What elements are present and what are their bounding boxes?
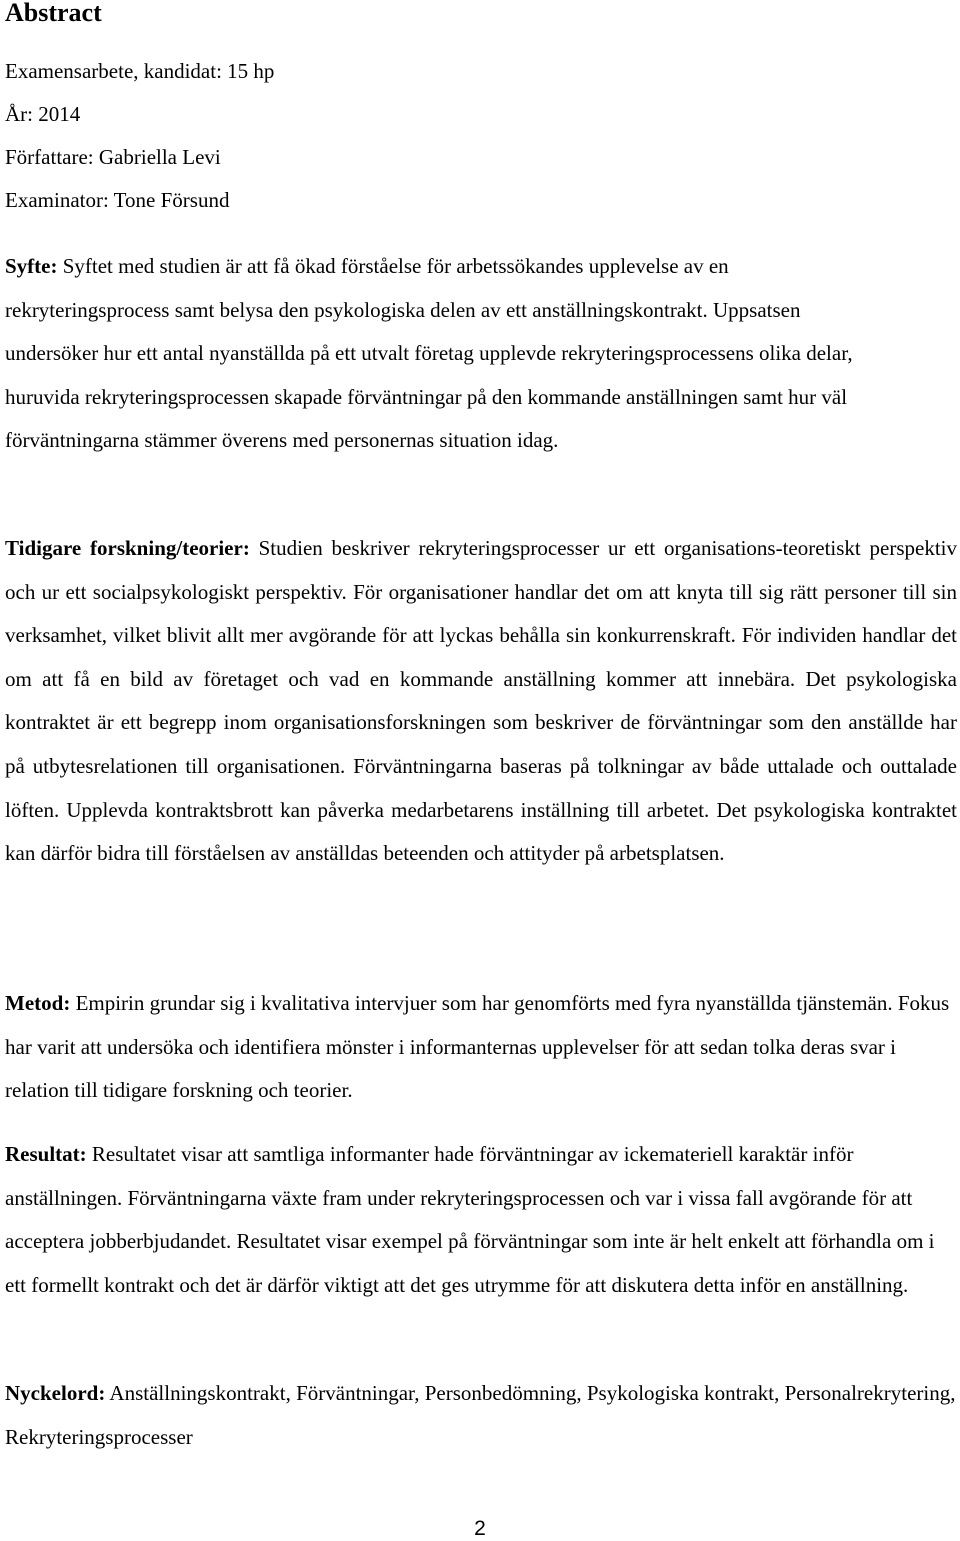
tidigare-forskning-paragraph [5, 527, 957, 876]
examiner-line: Examinator: Tone Försund [5, 188, 230, 212]
metod-label: Metod: [5, 991, 71, 1015]
tidigare-forskning-text: Studien beskriver rekryteringsprocesser ur ett organisations-teoretiskt perspektiv och ur ett socialpsykologiskt perspektiv. För organisationer handlar det om att knyta till sig rätt personer till sin verksamhet, vilket blivit allt mer avgörande för att lyckas behålla sin konkurrenskraft. För individen handlar det om att få en bild av företaget och vad en kommande anställning kommer att innebära. Det psykologiska kontraktet är ett begrepp inom organisationsforskningen som beskriver de förväntningar som den anställde har på utbytesrelationen till organisationen. Förväntningarna baseras på tolkningar av både uttalade och outtalade löften. Upplevda kontraktsbrott kan påverka medarbetarens inställning till arbetet. Det psykologiska kontraktet kan därför bidra till förståelsen av anställdas beteenden och attityder på arbetsplatsen. [5, 536, 957, 866]
metod-text: Empirin grundar sig i kvalitativa intervjuer som har genomförts med fyra nyanställda tjänstemän. Fokus har varit att undersöka och identifiera mönster i informanternas upplevelser för att sedan tolka deras svar i relation till tidigare forskning och teorier. [5, 991, 950, 1103]
nyckelord-paragraph [5, 1372, 957, 1459]
metod-paragraph [5, 982, 957, 1113]
nyckelord-text: Anställningskontrakt, Förväntningar, Personbedömning, Psykologiska kontrakt, Personalrekrytering, Rekryteringsprocesser [5, 1381, 956, 1449]
page-number: 2 [474, 1517, 486, 1540]
tidigare-forskning-label: Tidigare forskning/teorier: [5, 536, 250, 560]
thesis-type-line: Examensarbete, kandidat: 15 hp [5, 59, 275, 83]
author-line: Författare: Gabriella Levi [5, 145, 221, 169]
abstract-heading: Abstract [5, 0, 102, 27]
year-line: År: 2014 [5, 102, 81, 126]
resultat-text: Resultatet visar att samtliga informanter hade förväntningar av ickemateriell karaktär inför anställningen. Förväntningarna växte fram under rekryteringsprocessen och var i vissa fall avgörande för att acceptera jobberbjudandet. Resultatet visar exempel på förväntningar som inte är helt enkelt att förhandla om i ett formellt kontrakt och det är därför viktigt att det ges utrymme för att diskutera detta inför en anställning. [5, 1142, 935, 1297]
nyckelord-label: Nyckelord: [5, 1381, 106, 1405]
syfte-text: Syftet med studien är att få ökad förståelse för arbetssökandes upplevelse av en rekryteringsprocess samt belysa den psykologiska delen av ett anställningskontrakt. Uppsatsen undersöker hur ett antal nyanställda på ett utvalt företag upplevde rekryteringsprocessens olika delar, huruvida rekryteringsprocessen skapade förväntningar på den kommande anställningen samt hur väl förväntningarna stämmer överens med personernas situation idag. [5, 254, 853, 453]
syfte-label: Syfte: [5, 254, 58, 278]
resultat-paragraph [5, 1133, 957, 1307]
syfte-paragraph [5, 245, 875, 463]
resultat-label: Resultat: [5, 1142, 87, 1166]
